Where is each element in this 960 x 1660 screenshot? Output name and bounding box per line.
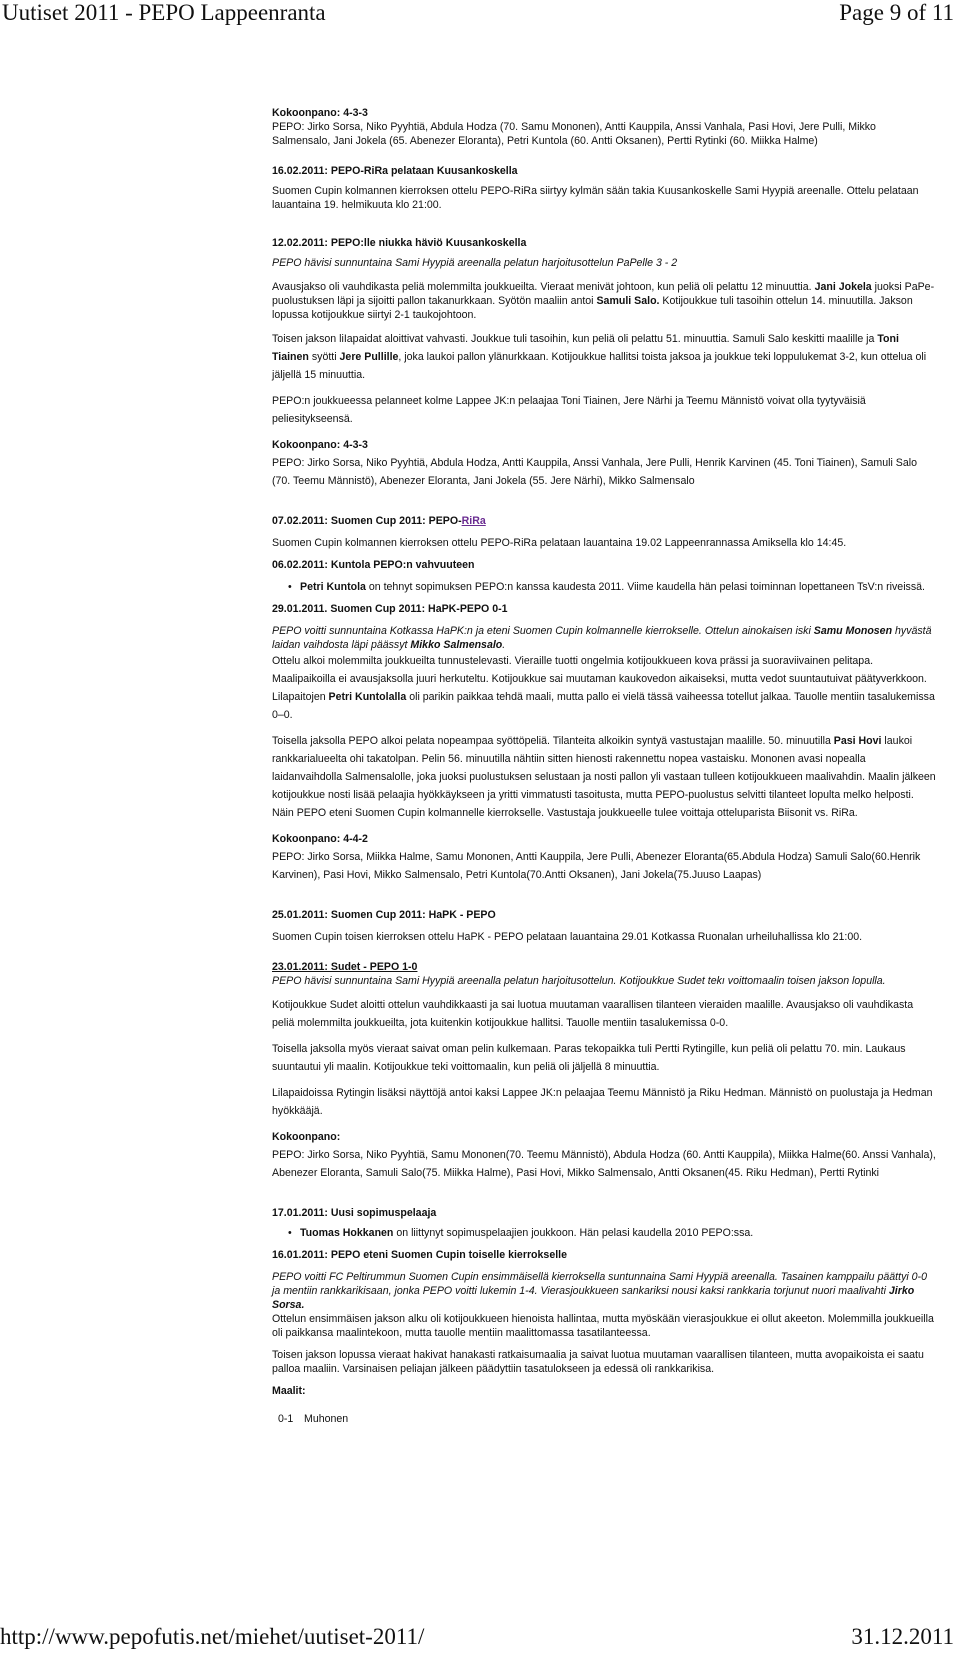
rira-link[interactable]: RiRa [461,515,486,527]
news-paragraph: Kotijoukkue Sudet aloitti ottelun vauhdikkaasti ja sai luotua muutaman vaarallisen tilanteen vieraiden maalille. Avausjakso oli vauhdikasta peliä molemmilta joukkueilta, jota kuitenkin kotijoukkue hallitsi. Tauolle mentiin tasalukemissa 0-0. [272,999,914,1029]
goal-score: 0-1 [278,1413,294,1425]
document-title: Uutiset 2011 - PEPO Lappeenranta [2,0,326,25]
news-paragraph: PEPO:n joukkueessa pelanneet kolme Lappee JK:n pelaajaa Toni Tiainen, Jere Närhi ja Teemu Männistö voivat olla tyytyväisiä peliesitykseensä. [272,395,866,425]
print-header [0,0,960,30]
list-item: • Petri Kuntola on tehnyt sopimuksen PEPO:n kanssa kaudesta 2011. Viime kaudella hän pelasi toiminnan lopettaneen TsV:n riveissä. [300,580,937,594]
lineup-heading: Kokoonpano: 4-3-3 [272,107,368,119]
lineup-heading: Kokoonpano: [272,1131,341,1143]
news-heading: 16.01.2011: PEPO eteni Suomen Cupin toiselle kierrokselle [272,1249,567,1261]
news-heading: 25.01.2011: Suomen Cup 2011: HaPK - PEPO [272,909,496,921]
news-text: Suomen Cupin kolmannen kierroksen ottelu PEPO-RiRa pelataan lauantaina 19.02 Lappeenrannassa Amiksella klo 14:45. [272,537,847,549]
news-lead: PEPO hävisi sunnuntaina Sami Hyypiä areenalla pelatun harjoitusottelun. Kotijoukkue Sudet tekı voittomaalin toisen jakson lopulla. [272,975,886,987]
news-paragraph: Ottelun ensimmäisen jakson alku oli kotijoukkueen hienoista hallintaa, mutta myöskään vierasjoukkue ei ollut akeeton. Molemmilla joukkueilla oli paikkansa maalintekoon, mutta tauolle mentiin maalittomassa tasatilanteessa. [272,1313,934,1339]
lineup-heading: Kokoonpano: 4-3-3 [272,439,368,451]
goals-heading: Maalit: [272,1385,306,1397]
goals-list [272,1412,937,1426]
news-paragraph: Ottelu alkoi molemmilta joukkueilta tunnustelevasti. Vieraille tuotti ongelmia kotijoukkueen kova prässi ja suoraviivainen pelitapa. Maalipaikoilla ei avausjaksolla juuri herkuteltu. Kotijoukkue sai muutaman kaukovedon aikaiseksi, mutta vedot suuntautuivat päätyverkkoon. Lilapaitojen Petri Kuntolalla oli parikin paikkaa tehdä maali, mutta pallo ei vielä tässä vaiheessa totellut jalkaa. Tauolle mentiin tasalukemissa 0–0. [272,655,935,721]
news-paragraph: Toisella jaksolla myös vieraat saivat oman pelin kulkemaan. Paras tekopaikka tuli Pertti Rytingille, kun peliä oli pelattu 70. min. Laukaus suuntautui yli maalin. Kotijoukkue teki voittomaalin, kun peliä oli jäljellä 8 minuuttia. [272,1043,906,1073]
lineup-text: PEPO: Jirko Sorsa, Miikka Halme, Samu Mononen, Antti Kauppila, Jere Pulli, Abenezer Eloranta(65.Abdula Hodza) Samuli Salo(60.Henrik Karvinen), Pasi Hovi, Mikko Salmensalo, Petri Kuntola(70.Antti Oksanen), Jani Jokela(75.Juuso Laapas) [272,851,921,881]
lineup-text: PEPO: Jirko Sorsa, Niko Pyyhtiä, Abdula Hodza (70. Samu Mononen), Antti Kauppila, Anssi Vanhala, Pasi Hovi, Jere Pulli, Mikko Salmensalo, Jani Jokela (65. Abenezer Eloranta), Petri Kuntola (60. Antti Oksanen), Pertti Rytinki (60. Miikka Halme) [272,121,876,147]
news-heading: 16.02.2011: PEPO-RiRa pelataan Kuusankoskella [272,165,518,177]
news-heading: 07.02.2011: Suomen Cup 2011: PEPO-RiRa [272,515,486,527]
lead-italic: PEPO hävisi sunnuntaina Sami Hyypiä areenalla pelatun harjoitusottelun PaPelle 3 - 2 [272,257,678,269]
news-heading: 29.01.2011. Suomen Cup 2011: HaPK-PEPO 0-1 [272,603,508,615]
news-paragraph: Toisella jaksolla PEPO alkoi pelata nopeampaa syöttöpeliä. Tilanteita alkoikin syntyä vastustajan maalille. 50. minuutilla Pasi Hovi laukoi rankkarialueelta ohi takatolpan. Pelin 56. minuutilla nähtiin sitten hienosti rakennettu nopea vastaisku. Mononen avasi nopealla laidanvaihdolla Salmensalolle, joka juoksi puolustuksen selustaan ja nosti pallon yli vastaan tulleen kotijoukkueen maalivahdin. Maalin jälkeen kotijoukkue nosti lisää pelaajia hyökkäykseen ja yritti vimmatusti tasoitusta, mutta PEPO-puolustus selvitti tilanteet lopulta melko helposti. Näin PEPO eteni Suomen Cupin kolmannelle kierrokselle. Vastustaja joukkueelle tulee voittaja otteluparista Biisonit vs. RiRa. [272,735,936,819]
news-paragraph: Avausjakso oli vauhdikasta peliä molemmilta joukkueilta. Vieraat menivät johtoon, kun peliä oli pelattu 12 minuuttia. Jani Jokela juoksi PaPe-puolustuksen läpi ja sijoitti pallon takanurkkaan. Syötön maaliin antoi Samuli Salo. Kotijoukkue tuli tasoihin ottelun 14. minuutilla. Jakson lopussa kotijoukkue siirtyi 2-1 taukojohtoon. [272,281,935,321]
news-heading: 12.02.2011: PEPO:lle niukka häviö Kuusankoskella [272,237,527,249]
goal-scorer: Muhonen [304,1413,349,1425]
news-paragraph: Lilapaidoissa Rytingin lisäksi näyttöjä antoi kaksi Lappee JK:n pelaajaa Teemu Männistö ja Riku Hedman. Männistö on puolustaja ja Hedman hyökkääjä. [272,1087,933,1117]
print-date: 31.12.2011 [851,1624,954,1649]
news-text: Suomen Cupin toisen kierroksen ottelu HaPK - PEPO pelataan lauantaina 29.01 Kotkassa Ruonalan urheiluhallissa klo 21:00. [272,931,863,943]
lineup-heading: Kokoonpano: 4-4-2 [272,833,368,845]
lineup-text: PEPO: Jirko Sorsa, Niko Pyyhtiä, Samu Mononen(70. Teemu Männistö), Abdula Hodza (60. Antti Kauppila), Miikka Halme(60. Anssi Vanhala), Abenezer Eloranta, Samuli Salo(75. Miikka Halme), Pasi Hovi, Mikko Salmensalo, Antti Oksanen(45. Riku Hedman), Pertti Rytinki [272,1149,936,1179]
news-lead: PEPO voitti sunnuntaina Kotkassa HaPK:n ja eteni Suomen Cupin kolmannelle kierrokselle. Ottelun ainokaisen iski Samu Monosen hyvästä laidan vaihdosta läpi päässyt Mikko Salmensalo. [272,625,932,651]
news-lead [272,256,937,270]
news-paragraph: Toisen jakson lopussa vieraat hakivat hanakasti ratkaisumaalia ja saivat luotua muutaman vaarallisen tilanteen, mutta avopaikoista ei saatu palloa maaliin. Varsinaisen peliajan jälkeen päädyttiin tasatulokseen ja edessä oli rankkarikisa. [272,1349,924,1375]
print-footer [0,1622,960,1656]
news-content [272,106,937,1426]
list-item: • Tuomas Hokkanen on liittynyt sopimuspelaajien joukkoon. Hän pelasi kaudella 2010 PEPO:ssa. [300,1226,937,1240]
page-url: http://www.pepofutis.net/miehet/uutiset-2011/ [0,1624,425,1649]
page-number: Page 9 of 11 [839,0,954,25]
news-bullet-list [272,580,937,594]
news-text: Suomen Cupin kolmannen kierroksen ottelu PEPO-RiRa siirtyy kylmän sään takia Kuusankoskelle Sami Hyypiä areenalle. Ottelu pelataan lauantaina 19. helmikuuta klo 21:00. [272,185,919,211]
news-heading: 23.01.2011: Sudet - PEPO 1-0 [272,961,418,973]
lineup-text: PEPO: Jirko Sorsa, Niko Pyyhtiä, Abdula Hodza, Antti Kauppila, Anssi Vanhala, Jere Pulli, Henrik Karvinen (45. Toni Tiainen), Samuli Salo (70. Teemu Männistö), Abenezer Eloranta, Jani Jokela (55. Jere Närhi), Mikko Salmensalo [272,457,917,487]
news-bullet-list [272,1226,937,1240]
news-heading: 17.01.2011: Uusi sopimuspelaaja [272,1207,437,1219]
news-heading: 06.02.2011: Kuntola PEPO:n vahvuuteen [272,559,475,571]
news-lead: PEPO voitti FC Peltirummun Suomen Cupin ensimmäisellä kierroksella suntunnaina Sami Hyypiä areenalla. Tasainen kamppailu päättyi 0-0 ja mentiin rankkarikisaan, jonka PEPO voitti lukemin 1-4. Vierasjoukkueen sankariksi nousi kaksi rankkaria torjunut nuori maalivahti Jirko Sorsa. [272,1271,927,1311]
news-paragraph: Toisen jakson liIapaidat aloittivat vahvasti. Joukkue tuli tasoihin, kun peliä oli pelattu 51. minuuttia. Samuli Salo keskitti maalille ja Toni Tiainen syötti Jere Pullille, joka laukoi pallon ylänurkkaan. Kotijoukkue hallitsi toista jaksoa ja joukkue teki loppulukemat 3-2, kun ottelua oli jäljellä 15 minuuttia. [272,333,927,381]
